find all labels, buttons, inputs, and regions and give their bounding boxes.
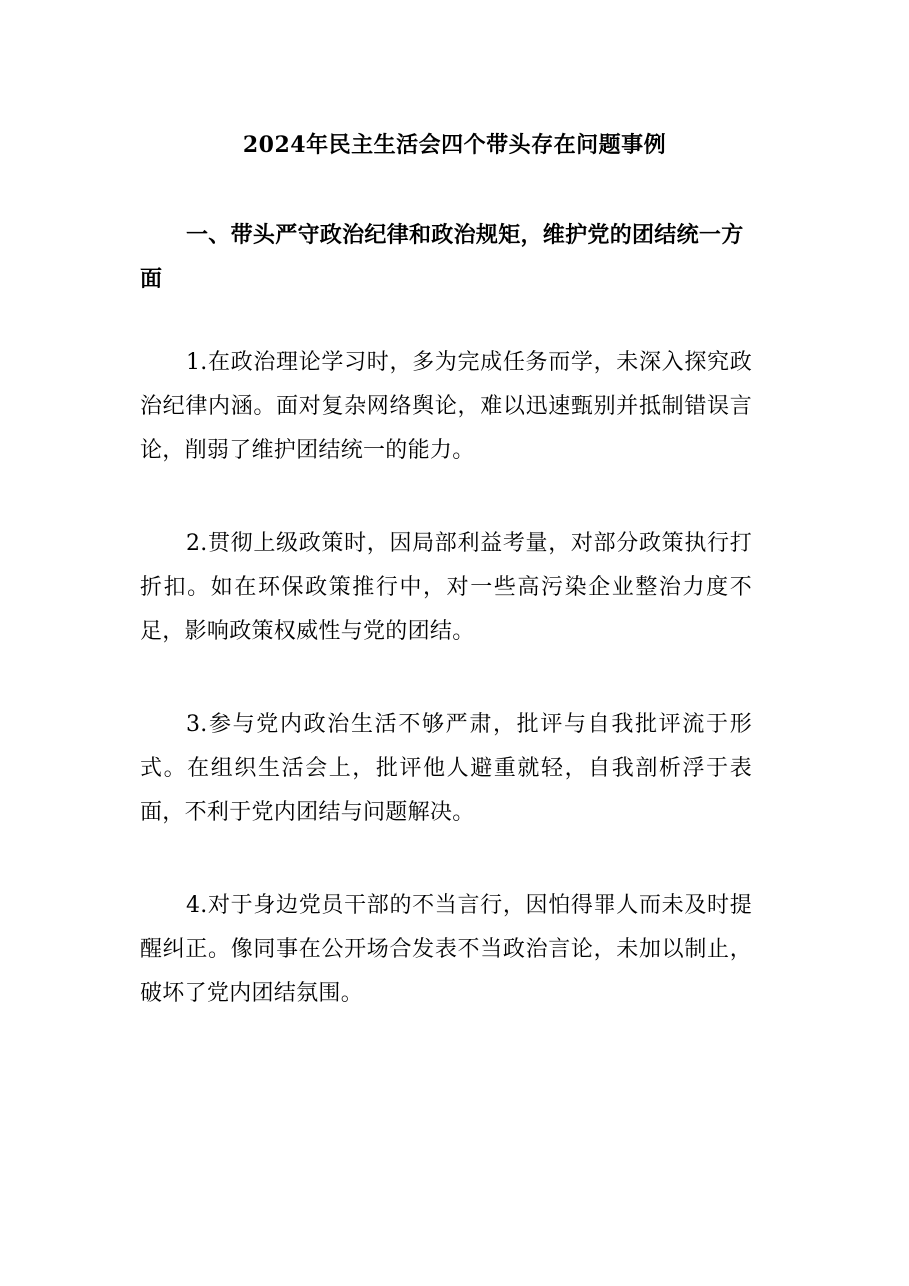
- paragraph-1: 1.在政治理论学习时，多为完成任务而学，未深入探究政治纪律内涵。面对复杂网络舆论，难以迅速甄别并抵制错误言论，削弱了维护团结统一的能力。: [140, 350, 752, 463]
- paragraph-4: 4.对于身边党员干部的不当言行，因怕得罪人而未及时提醒纠正。像同事在公开场合发表不当政治言论，未加以制止，破坏了党内团结氛围。: [140, 893, 752, 1006]
- document-body: [140, 213, 752, 1065]
- paragraph-2: 2.贯彻上级政策时，因局部利益考量，对部分政策执行打折扣。如在环保政策推行中，对一些高污染企业整治力度不足，影响政策权威性与党的团结。: [140, 531, 752, 644]
- document-title: 2024年民主生活会四个带头存在问题事例: [242, 132, 667, 158]
- paragraph-3: 3.参与党内政治生活不够严肃，批评与自我批评流于形式。在组织生活会上，批评他人避重就轻，自我剖析浮于表面，不利于党内团结与问题解决。: [140, 712, 752, 825]
- section-heading: 一、带头严守政治纪律和政治规矩，维护党的团结统一方面: [140, 222, 744, 292]
